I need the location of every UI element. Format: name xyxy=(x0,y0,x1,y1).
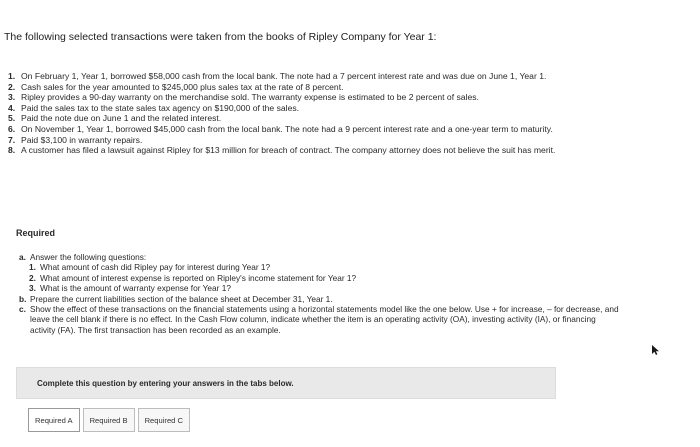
transaction-number: 2. xyxy=(8,81,16,92)
question-item xyxy=(29,262,619,272)
required-parts xyxy=(19,252,619,335)
arrow-cursor-icon xyxy=(652,345,660,355)
transaction-number: 1. xyxy=(8,71,16,81)
part-text: Show the effect of these transactions on the financial statements using a horizontal statements model like the one below. Use + for increase, – for decrease, and leave the cell blank if there is no effect. In the Cash Flow column, indicate whether the item is an operating activity (OA), investing activity (IA), or financing activity (FA). The first transaction has been recorded as an example. xyxy=(30,304,619,335)
transaction-item xyxy=(8,103,644,114)
transaction-item xyxy=(8,145,644,156)
transaction-number: 3. xyxy=(8,92,16,103)
tab-required-b[interactable]: Required B xyxy=(83,408,135,432)
transaction-item xyxy=(8,113,644,124)
part-text: Answer the following questions: xyxy=(30,252,147,262)
transaction-text: On November 1, Year 1, borrowed $45,000 cash from the local bank. The note had a 9 percent interest rate and a one-year term to maturity. xyxy=(21,123,553,134)
transaction-number: 4. xyxy=(8,102,16,113)
part-a-questions xyxy=(19,262,619,293)
transaction-number: 5. xyxy=(8,113,16,124)
question-number: 2. xyxy=(29,272,36,283)
part-letter: c. xyxy=(19,304,26,315)
transaction-number: 8. xyxy=(8,145,16,156)
transaction-item xyxy=(8,71,644,82)
instruction-text: Complete this question by entering your answers in the tabs below. xyxy=(37,379,294,388)
transaction-text: A customer has filed a lawsuit against Ripley for $13 million for breach of contract. The company attorney does not believe the suit has merit. xyxy=(21,145,556,156)
part-letter: a. xyxy=(19,252,26,262)
problem-intro: The following selected transactions were taken from the books of Ripley Company for Year 1: xyxy=(4,31,437,43)
question-item xyxy=(29,273,619,283)
question-text: What is the amount of warranty expense for Year 1? xyxy=(40,283,231,294)
part-text: Prepare the current liabilities section of the balance sheet at December 31, Year 1. xyxy=(30,293,333,304)
transaction-text: Paid the note due on June 1 and the related interest. xyxy=(21,113,222,124)
transaction-text: Ripley provides a 90-day warranty on the merchandise sold. The warranty expense is estimated to be 2 percent of sales. xyxy=(21,92,479,103)
required-part-b xyxy=(19,294,619,304)
transaction-text: Paid the sales tax to the state sales tax agency on $190,000 of the sales. xyxy=(21,102,300,113)
answer-tabs xyxy=(28,408,193,432)
transaction-text: On February 1, Year 1, borrowed $58,000 cash from the local bank. The note had a 7 percent interest rate and was due on June 1, Year 1. xyxy=(21,71,547,81)
transaction-text: Paid $3,100 in warranty repairs. xyxy=(21,134,143,145)
tab-required-c[interactable]: Required C xyxy=(138,408,190,432)
transaction-number: 6. xyxy=(8,123,16,134)
transaction-item xyxy=(8,124,644,135)
question-item xyxy=(29,283,619,293)
required-part-a xyxy=(19,252,619,262)
transaction-item xyxy=(8,82,644,93)
transaction-item xyxy=(8,135,644,146)
instruction-panel xyxy=(16,367,556,399)
question-text: What amount of cash did Ripley pay for interest during Year 1? xyxy=(40,262,271,273)
transaction-number: 7. xyxy=(8,134,16,145)
transaction-text: Cash sales for the year amounted to $245,000 plus sales tax at the rate of 8 percent. xyxy=(21,81,344,92)
required-part-c xyxy=(19,304,619,335)
part-letter: b. xyxy=(19,293,27,304)
transaction-list xyxy=(8,71,644,156)
required-heading: Required xyxy=(16,228,56,238)
transaction-item xyxy=(8,92,644,103)
question-text: What amount of interest expense is reported on Ripley's income statement for Year 1? xyxy=(40,272,357,283)
question-number: 1. xyxy=(29,262,36,273)
tab-required-a[interactable]: Required A xyxy=(28,408,80,432)
question-number: 3. xyxy=(29,283,36,294)
